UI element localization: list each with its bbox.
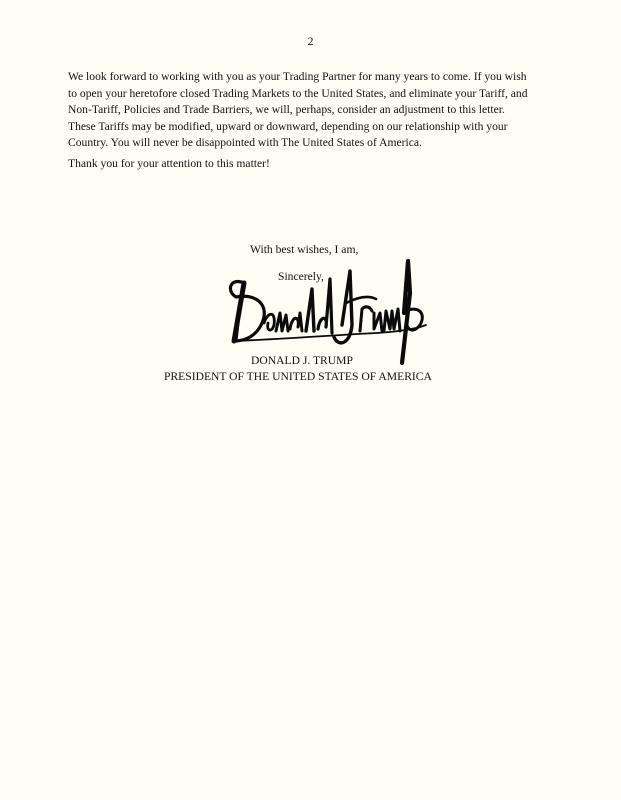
closing-line: With best wishes, I am, xyxy=(250,243,359,256)
body-paragraph: We look forward to working with you as your Trading Partner for many years to come. If you wish to open your heretofore closed Trading Markets to the United States, and eliminate your Tariff, and Non-Tariff, Policies and Trade Barriers, we will, perhaps, consider an adjustment to this letter. These Tariffs may be modified, upward or downward, depending on our relationship with your Country. You will never be disappointed with The United States of America. xyxy=(68,70,528,150)
thank-you-paragraph: Thank you for your attention to this matter! xyxy=(68,157,270,170)
signer-name: DONALD J. TRUMP xyxy=(251,354,353,367)
handwritten-signature-icon xyxy=(226,253,441,365)
signer-title: PRESIDENT OF THE UNITED STATES OF AMERICA xyxy=(164,370,432,383)
valediction: Sincerely, xyxy=(278,270,324,283)
page-number: 2 xyxy=(307,34,314,48)
